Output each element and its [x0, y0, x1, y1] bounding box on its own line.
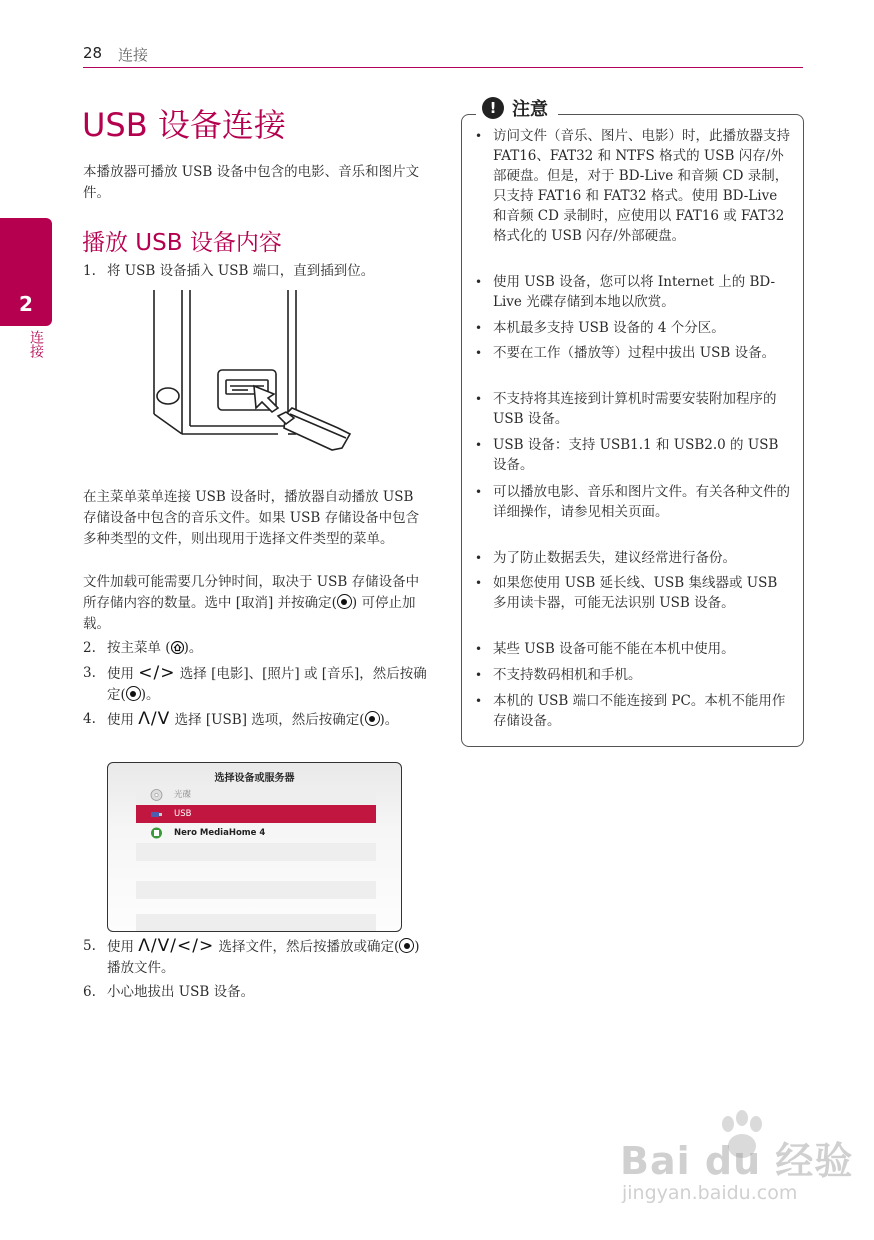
note-item: • USB 设备：支持 USB1.1 和 USB2.0 的 USB 设备。 — [475, 435, 793, 475]
step-text-b: 选择 [电影]、[照片] 或 [音乐]，然后按确定( — [107, 666, 427, 703]
note-item: • 为了防止数据丢失，建议经常进行备份。 — [475, 548, 793, 568]
device-label: Nero MediaHome 4 — [174, 828, 266, 838]
note-item: • 本机最多支持 USB 设备的 4 个分区。 — [475, 318, 793, 338]
step-4 — [83, 709, 428, 731]
note-item: • 如果您使用 USB 延长线、USB 集线器或 USB 多用读卡器，可能无法识别 USB 设备。 — [475, 573, 793, 613]
watermark-logo: Bai du 经验 — [620, 1139, 854, 1183]
step-number: 3. — [83, 665, 96, 681]
page-number: 28 — [83, 44, 103, 62]
device-item-usb[interactable] — [136, 805, 376, 823]
step-text-b: )。 — [183, 640, 203, 656]
chapter-tab — [0, 218, 52, 326]
step-number: 5. — [83, 938, 96, 954]
note-text: USB 设备：支持 USB1.1 和 USB2.0 的 USB 设备。 — [493, 437, 779, 473]
device-item-disc[interactable] — [136, 786, 376, 804]
step-text-b: 选择 [USB] 选项，然后按确定( — [170, 712, 365, 728]
section-subtitle: 播放 USB 设备内容 — [82, 230, 282, 256]
loading-text-a: 文件加载可能需要几分钟时间，取决于 USB 存储设备中所存储内容的数量。选中 [取消] 并按确定( — [83, 574, 420, 611]
loading-text-b: ) 可停止加载。 — [83, 595, 416, 632]
note-item: • 使用 USB 设备，您可以将 Internet 上的 BD-Live 光碟存储到本地以欣赏。 — [475, 272, 793, 312]
step-number: 4. — [83, 711, 96, 727]
step-text — [107, 638, 428, 659]
step-text-a: 使用 — [107, 666, 139, 682]
header-section-title: 连接 — [118, 46, 149, 64]
device-label: 光碟 — [174, 790, 192, 800]
left-right-arrows-icon: </> — [138, 663, 176, 683]
direction-arrows-icon: Λ/V/</> — [138, 936, 215, 956]
note-text: 如果您使用 USB 延长线、USB 集线器或 USB 多用读卡器，可能无法识别 USB 设备。 — [493, 575, 778, 611]
empty-row — [136, 914, 376, 932]
enter-button-icon — [126, 686, 141, 701]
usb-insertion-illustration — [150, 288, 360, 456]
step-text — [107, 936, 428, 979]
note-text: 本机最多支持 USB 设备的 4 个分区。 — [493, 320, 725, 336]
step-5 — [83, 936, 428, 979]
note-text: 本机的 USB 端口不能连接到 PC。本机不能用作存储设备。 — [493, 693, 786, 729]
empty-row — [136, 881, 376, 899]
empty-row — [136, 843, 376, 861]
note-item: • 不要在工作（播放等）过程中拔出 USB 设备。 — [475, 343, 793, 363]
chapter-number: 2 — [19, 292, 33, 316]
step-text-c: ) 播放文件。 — [107, 939, 420, 976]
note-item: • 某些 USB 设备可能不能在本机中使用。 — [475, 639, 793, 659]
main-menu-paragraph: 在主菜单菜单连接 USB 设备时，播放器自动播放 USB 存储设备中包含的音乐文件。如果 USB 存储设备中包含多种类型的文件，则出现用于选择文件类型的菜单。 — [83, 489, 420, 547]
note-title: 注意 — [512, 99, 548, 120]
home-icon — [171, 641, 184, 654]
watermark-url: jingyan.baidu.com — [622, 1182, 798, 1204]
device-item-nero[interactable] — [136, 824, 376, 842]
exclamation-icon: ! — [482, 97, 504, 119]
header-divider — [83, 67, 803, 68]
note-text: 使用 USB 设备，您可以将 Internet 上的 BD-Live 光碟存储到本地以欣赏。 — [493, 274, 776, 310]
step-text-c: )。 — [140, 687, 160, 703]
network-server-icon — [150, 827, 163, 839]
note-text: 不支持数码相机和手机。 — [493, 667, 642, 683]
note-item: • 本机的 USB 端口不能连接到 PC。本机不能用作存储设备。 — [475, 691, 793, 731]
step-text-a: 按主菜单 ( — [107, 640, 171, 656]
note-text: 不支持将其连接到计算机时需要安装附加程序的 USB 设备。 — [493, 391, 777, 427]
note-item: • 可以播放电影、音乐和图片文件。有关各种文件的详细操作，请参见相关页面。 — [475, 482, 793, 522]
up-down-arrows-icon: Λ/V — [138, 709, 171, 729]
device-label: USB — [174, 809, 192, 819]
disc-icon — [150, 789, 163, 801]
baidu-watermark — [620, 1110, 854, 1210]
note-text: 访问文件（音乐、图片、电影）时，此播放器支持 FAT16、FAT32 和 NTFS 格式的 USB 闪存/外部硬盘。但是，对于 BD-Live 和音频 CD 录制，只支持 FAT16 和 FAT32 格式。使用 BD-Live 和音频 CD 录制时，应使用以 FAT16 或 FAT32 格式化的 USB 闪存/外部硬盘。 — [493, 128, 790, 244]
enter-button-icon — [337, 594, 352, 609]
usb-drive-icon — [150, 808, 163, 820]
step-number: 2. — [83, 640, 96, 656]
step-text — [107, 709, 428, 731]
step-text-c: )。 — [379, 712, 399, 728]
step-text: 将 USB 设备插入 USB 端口，直到插到位。 — [107, 263, 375, 279]
empty-row — [136, 862, 376, 880]
step-text-a: 使用 — [107, 712, 139, 728]
step-number: 1. — [83, 263, 96, 279]
note-text: 某些 USB 设备可能不能在本机中使用。 — [493, 641, 735, 657]
enter-button-icon — [399, 938, 414, 953]
enter-button-icon — [365, 711, 380, 726]
note-text: 可以播放电影、音乐和图片文件。有关各种文件的详细操作，请参见相关页面。 — [493, 484, 790, 520]
screen-title: 选择设备或服务器 — [214, 773, 295, 784]
step-text-b: 选择文件，然后按播放或确定( — [214, 939, 400, 955]
step-text — [107, 663, 428, 706]
intro-paragraph: 本播放器可播放 USB 设备中包含的电影、音乐和图片文件。 — [83, 164, 420, 201]
step-1 — [83, 261, 428, 282]
step-6 — [83, 982, 428, 1003]
step-2 — [83, 638, 428, 659]
step-3 — [83, 663, 428, 706]
note-header — [476, 93, 558, 123]
note-text: 为了防止数据丢失，建议经常进行备份。 — [493, 550, 736, 566]
step-text: 小心地拔出 USB 设备。 — [107, 984, 255, 1000]
step-number: 6. — [83, 984, 96, 1000]
step-text-a: 使用 — [107, 939, 139, 955]
page-title: USB 设备连接 — [82, 106, 286, 144]
note-item: • 不支持数码相机和手机。 — [475, 665, 793, 685]
loading-paragraph — [83, 572, 425, 635]
note-item: • 不支持将其连接到计算机时需要安装附加程序的 USB 设备。 — [475, 389, 793, 429]
device-select-screen — [107, 762, 402, 932]
note-text: 不要在工作（播放等）过程中拔出 USB 设备。 — [493, 345, 776, 361]
chapter-label: 连接 — [28, 330, 44, 358]
note-item: • 访问文件（音乐、图片、电影）时，此播放器支持 FAT16、FAT32 和 NTFS 格式的 USB 闪存/外部硬盘。但是，对于 BD-Live 和音频 CD 录制，只支持 FAT16 和 FAT32 格式。使用 BD-Live 和音频 CD 录制时，应使用以 FAT16 或 FAT32 格式化的 USB 闪存/外部硬盘。 — [475, 126, 793, 246]
